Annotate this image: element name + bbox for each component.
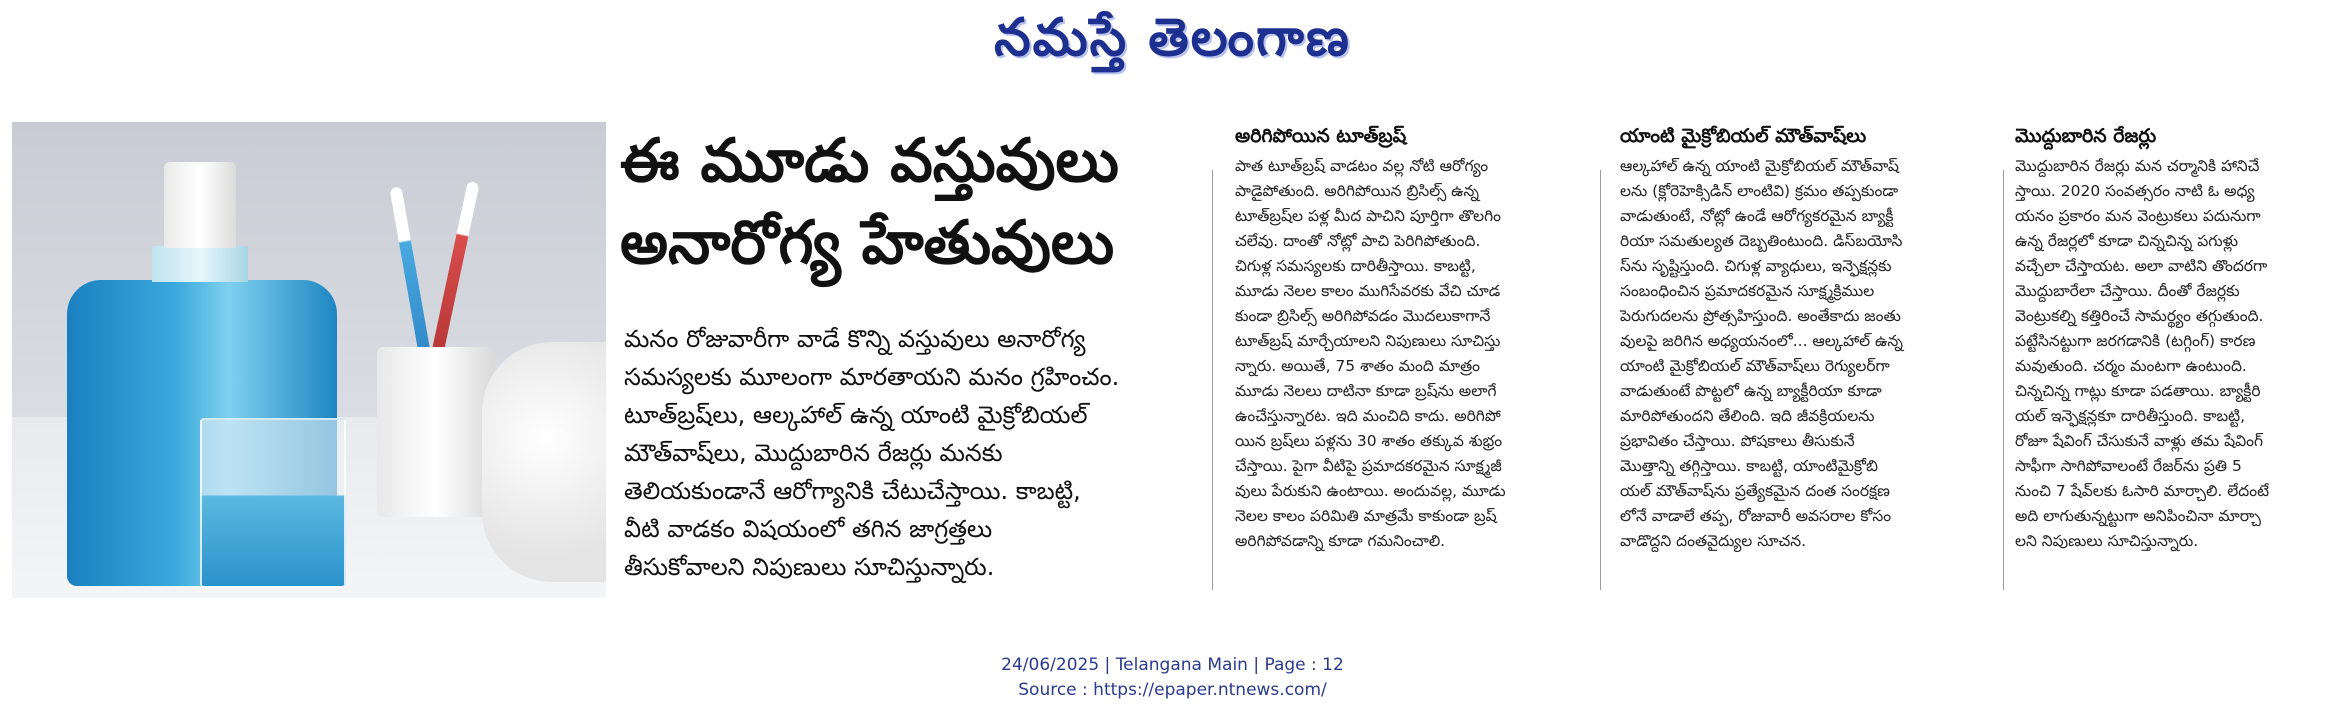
column-line: కుండా బ్రిసిల్స్ అరిగిపోవడం మొదలుకాగానే [1235, 307, 1491, 325]
article-column-razors [2015, 122, 2335, 554]
article-column-mouthwash [1620, 122, 2000, 554]
column-line: పాడైపోతుంది. అరిగిపోయిన బ్రిసిల్స్ ఉన్న [1235, 182, 1480, 200]
column-line: యిన బ్రష్‌లు పళ్లను 30 శాతం తక్కువ శుభ్రం [1235, 432, 1503, 450]
column-line: లను (క్లోరెహెక్సిడిన్ లాంటివి) క్రమం తప్పకుండా [1620, 182, 1899, 200]
intro-line: తెలియకుండానే ఆరోగ్యానికి చేటుచేస్తాయి. కాబట్టి, [624, 477, 1081, 505]
column-line: ప్రభావితం చేస్తాయి. పోషకాలు తీసుకునే [1620, 432, 1855, 450]
headline-line: ఈ మూడు వస్తువులు [620, 126, 1119, 196]
article-column-toothbrush [1235, 122, 1585, 554]
column-line: ఉంచేస్తున్నారట. ఇది మంచిది కాదు. అరిగిపో [1235, 407, 1501, 425]
column-heading: అరిగిపోయిన టూత్‌బ్రష్ [1235, 125, 1407, 147]
column-line: మవుతుంది. చర్మం మంటగా ఉంటుంది. [2015, 357, 2247, 375]
intro-line: టూత్‌బ్రష్‌లు, ఆల్కహాల్ ఉన్న యాంటి మైక్రోబియల్ [624, 401, 1088, 429]
column-line: వాడుతుంటే, నోట్లో ఉండే ఆరోగ్యకరమైన బ్యాక్టీ [1620, 207, 1894, 225]
page-footer [0, 653, 2345, 703]
rolled-towel [482, 342, 606, 582]
column-line: పాత టూత్‌బ్రష్ వాడటం వల్ల నోటి ఆరోగ్యం [1235, 157, 1489, 175]
column-line: వచ్చేలా చేస్తాయట. అలా వాటిని తొందరగా [2015, 257, 2268, 275]
column-line: ఆల్కహాల్ ఉన్న యాంటి మైక్రోబియల్ మౌత్‌వాష్ [1620, 157, 1899, 175]
column-line: మారిపోతుందని తేలింది. ఇది జీవక్రియలను [1620, 407, 1875, 425]
article-intro [624, 320, 1204, 586]
mouthwash-bottle-neck [152, 246, 248, 282]
column-line: నుంచి 7 షేవ్‌లకు ఓసారి మార్చాలి. లేదంటే [2015, 482, 2270, 500]
mouthwash-glass [200, 418, 346, 588]
column-line: యల్ మౌత్‌వాష్‌ను ప్రత్యేకమైన దంత సంరక్షణ [1620, 482, 1890, 500]
intro-line: మనం రోజువారీగా వాడే కొన్ని వస్తువులు అనారోగ్య [624, 325, 1086, 353]
column-line: న్నారు. అయితే, 75 శాతం మంది మాత్రం [1235, 357, 1481, 375]
column-line: పట్టేసినట్టుగా జరగడానికి (టగ్గింగ్) కారణ [2015, 332, 2256, 350]
column-line: మొత్తాన్ని తగ్గిస్తాయి. కాబట్టి, యాంటిమైక్రోబి [1620, 457, 1878, 475]
column-line: సాఫీగా సాగిపోవాలంటే రేజర్‌ను ప్రతి 5 [2015, 457, 2242, 475]
column-line: మొద్దుబారేలా చేస్తాయి. దీంతో రేజర్లకు [2015, 282, 2240, 300]
column-line: స్‌ను సృష్టిస్తుంది. చిగుళ్ల వ్యాధులు, ఇన్ఫెక్షన్లకు [1620, 257, 1892, 275]
column-line: వులపై జరిగిన అధ్యయనంలో... ఆల్కహాల్ ఉన్న [1620, 332, 1903, 350]
column-line: చేస్తాయి. పైగా వీటిపై ప్రమాదకరమైన సూక్ష్మజీ [1235, 457, 1502, 475]
column-line: అది లాగుతున్నట్టుగా అనిపించినా మార్చా [2015, 507, 2261, 525]
footer-source-link[interactable]: Source : https://epaper.ntnews.com/ [1018, 680, 1327, 700]
column-line: రియా సమతుల్యత దెబ్బతింటుంది. డిస్‌బయోసి [1620, 232, 1903, 250]
column-line: మూడు నెలల కాలం ముగిసేవరకు వేచి చూడ [1235, 282, 1501, 300]
column-line: లని నిపుణులు సూచిస్తున్నారు. [2015, 532, 2199, 550]
intro-line: సమస్యలకు మూలంగా మారతాయని మనం గ్రహించం. [624, 363, 1120, 391]
column-line: యనం ప్రకారం మన వెంట్రుకలు పదునుగా [2015, 207, 2261, 225]
intro-line: మౌత్‌వాష్‌లు, మొద్దుబారిన రేజర్లు మనకు [624, 439, 1003, 467]
column-line: మొద్దుబారిన రేజర్లు మన చర్మానికి హానిచే [2015, 157, 2260, 175]
column-heading: యాంటి మైక్రోబియల్ మౌత్‌వాష్‌లు [1620, 125, 1867, 147]
column-line: చిగుళ్ల సమస్యలకు దారితీస్తాయి. కాబట్టి, [1235, 257, 1476, 275]
column-divider [1600, 170, 1601, 590]
column-line: అరిగిపోవడాన్ని కూడా గమనించాలి. [1235, 532, 1446, 550]
column-line: వాడుతుంటే పొట్టలో ఉన్న బ్యాక్టీరియా కూడా [1620, 382, 1882, 400]
column-line: మూడు నెలలు దాటినా కూడా బ్రష్‌ను అలాగే [1235, 382, 1497, 400]
column-line: నెలల కాలం పరిమితి మాత్రమే కాకుండా బ్రష్ [1235, 507, 1497, 525]
footer-edition-line: 24/06/2025 | Telangana Main | Page : 12 [1001, 655, 1344, 675]
column-line: లోనే వాడాలే తప్ప, రోజువారీ అవసరాల కోసం [1620, 507, 1892, 525]
column-line: ఉన్న రేజర్లలో కూడా చిన్నచిన్న పగుళ్లు [2015, 232, 2239, 250]
column-line: యాంటి మైక్రోబియల్ మౌత్‌వాష్‌లు రెగ్యులర్‌గా [1620, 357, 1890, 375]
article-headline [620, 120, 1210, 284]
column-line: రోజూ షేవింగ్ చేసుకునే వాళ్లు తమ షేవింగ్ [2015, 432, 2264, 450]
intro-line: తీసుకోవాలని నిపుణులు సూచిస్తున్నారు. [624, 553, 995, 581]
column-line: వులు పేరుకుని ఉంటాయి. అందువల్ల, మూడు [1235, 482, 1506, 500]
column-divider [1212, 170, 1213, 590]
column-line: చలేవు. దాంతో నోట్లో పాచి పెరిగిపోతుంది. [1235, 232, 1481, 250]
column-line: చిన్నచిన్న గాట్లు కూడా పడతాయి. బ్యాక్టీరి [2015, 382, 2261, 400]
column-line: వాడొద్దని దంతవైద్యుల సూచన. [1620, 532, 1807, 550]
intro-line: వీటి వాడకం విషయంలో తగిన జాగ్రత్తలు [624, 515, 993, 543]
column-line: యల్ ఇన్ఫెక్షన్లకూ దారితీస్తుంది. కాబట్టి, [2015, 407, 2246, 425]
column-line: పెరుగుదలను ప్రోత్సహిస్తుంది. అంతేకాదు జంతు [1620, 307, 1901, 325]
column-line: వెంట్రుకల్ని కత్తిరించే సామర్థ్యం తగ్గుతుంది. [2015, 307, 2264, 325]
column-line: సంబంధించిన ప్రమాదకరమైన సూక్ష్మక్రిముల [1620, 282, 1875, 300]
column-heading: మొద్దుబారిన రేజర్లు [2015, 125, 2157, 147]
column-line: స్తాయి. 2020 సంవత్సరం నాటి ఓ అధ్య [2015, 182, 2255, 200]
column-line: టూత్‌బ్రష్ మార్చేయాలని నిపుణులు సూచిస్తు [1235, 332, 1501, 350]
mouthwash-bottle-cap [164, 162, 236, 248]
headline-line: అనారోగ్య హేతువులు [620, 208, 1115, 278]
column-line: టూత్‌బ్రష్‌ల పళ్ల మీద పాచిని పూర్తిగా తొలగిం [1235, 207, 1502, 225]
article-photo [12, 122, 606, 598]
masthead-title: నమస్తే తెలంగాణ [994, 8, 1351, 68]
toothbrush-cup [377, 347, 495, 517]
column-divider [2003, 170, 2004, 590]
